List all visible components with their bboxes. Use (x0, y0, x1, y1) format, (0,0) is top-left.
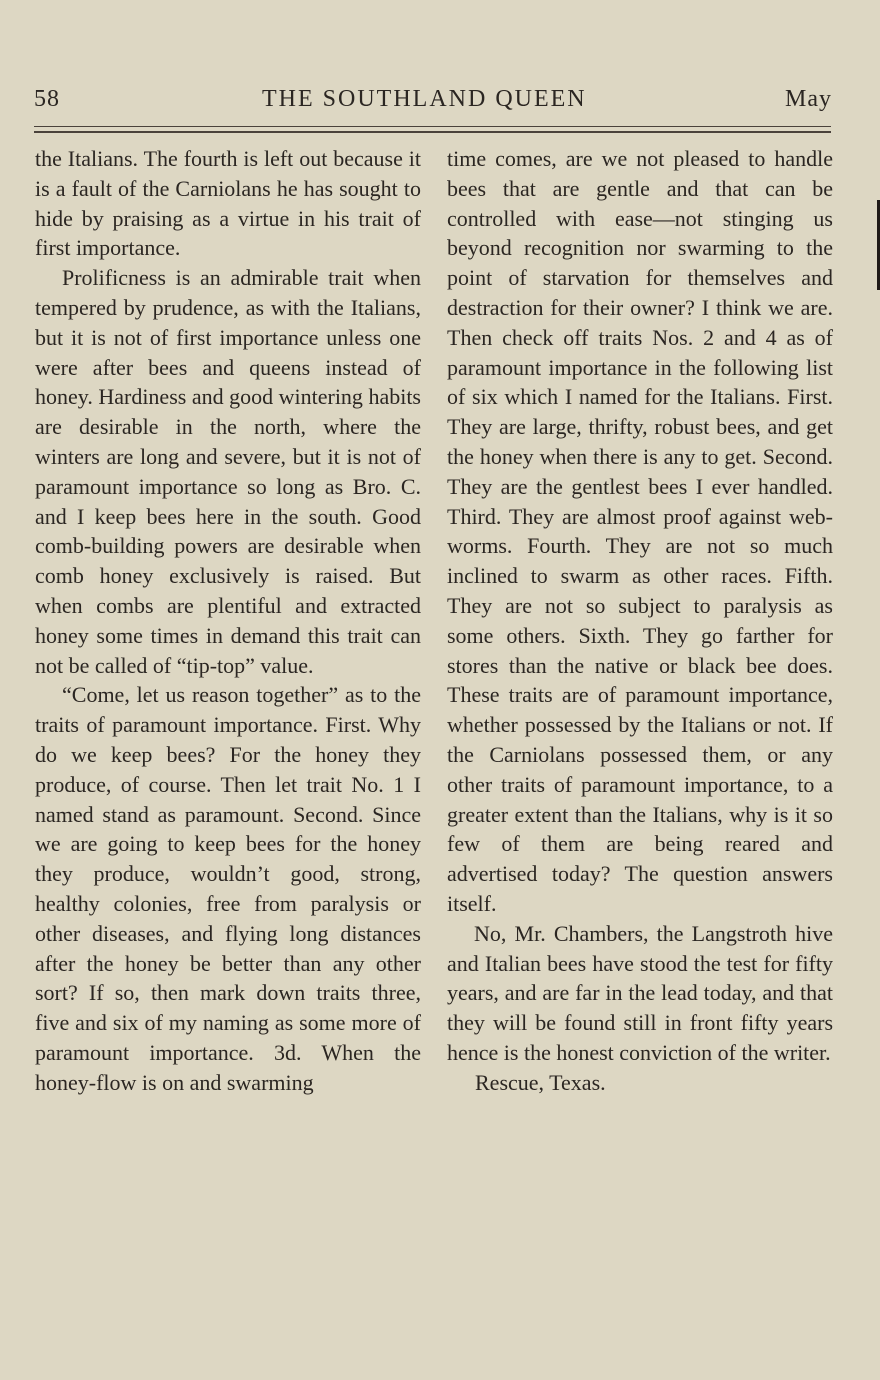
signature-location: Rescue, Texas. (475, 1069, 606, 1095)
page-header (34, 84, 832, 114)
right-column (447, 144, 833, 1098)
paragraph: “Come, let us reason together” as to the traits of paramount importance. First. Why do we keep bees? For the honey they produce, of course. Then let trait No. 1 I named stand as paramount. Second. Since we are going to keep bees for the honey they produce, wouldn’t good, strong, healthy colonies, free from paralysis or other diseases, and flying long distances after the honey be better than any other sort? If so, then mark down traits three, five and six of my naming as some more of paramount importance. 3d. When the honey-flow is on and swarming (35, 682, 421, 1095)
publication-title: THE SOUTHLAND QUEEN (262, 86, 587, 112)
paragraph: time comes, are we not pleased to handle bees that are gentle and that can be controlled with ease—not stinging us beyond recognition nor swarming to the point of starvation for themselves and destraction for their owner? I think we are. Then check off traits Nos. 2 and 4 as of paramount importance in the following list of six which I named for the Italians. First. They are large, thrifty, robust bees, and get the honey when there is any to get. Second. They are the gentlest bees I ever handled. Third. They are almost proof against web-worms. Fourth. They are not so much inclined to swarm as other races. Fifth. They are not so subject to paralysis as some others. Sixth. They go farther for stores than the native or black bee does. These traits are of paramount importance, whether possessed by the Italians or not. If the Carniolans possessed them, or any other traits of paramount importance, to a greater extent than the Italians, why is it so few of them are being reared and advertised today? The question answers itself. (447, 146, 833, 916)
header-rule (34, 126, 831, 133)
left-column (35, 144, 421, 1098)
paragraph: No, Mr. Chambers, the Langstroth hive and Italian bees have stood the test for fifty years, and are far in the lead today, and that they will be found still in front fifty years hence is the honest conviction of the writer. (447, 920, 833, 1065)
paragraph: Prolificness is an admirable trait when tempered by prudence, as with the Italians, but it is not of first importance unless one were after bees and queens instead of honey. Hardiness and good wintering habits are desirable in the north, where the winters are long and severe, but it is not of paramount importance so long as Bro. C. and I keep bees here in the south. Good comb-building powers are desirable when comb honey exclusively is raised. But when combs are plentiful and extracted honey some times in demand this trait can not be called of “tip-top” value. (35, 265, 421, 678)
issue-month: May (785, 86, 832, 112)
paragraph: the Italians. The fourth is left out because it is a fault of the Carniolans he has sought to hide by praising as a virtue in his trait of first importance. (35, 146, 421, 261)
page-number: 58 (34, 86, 60, 112)
